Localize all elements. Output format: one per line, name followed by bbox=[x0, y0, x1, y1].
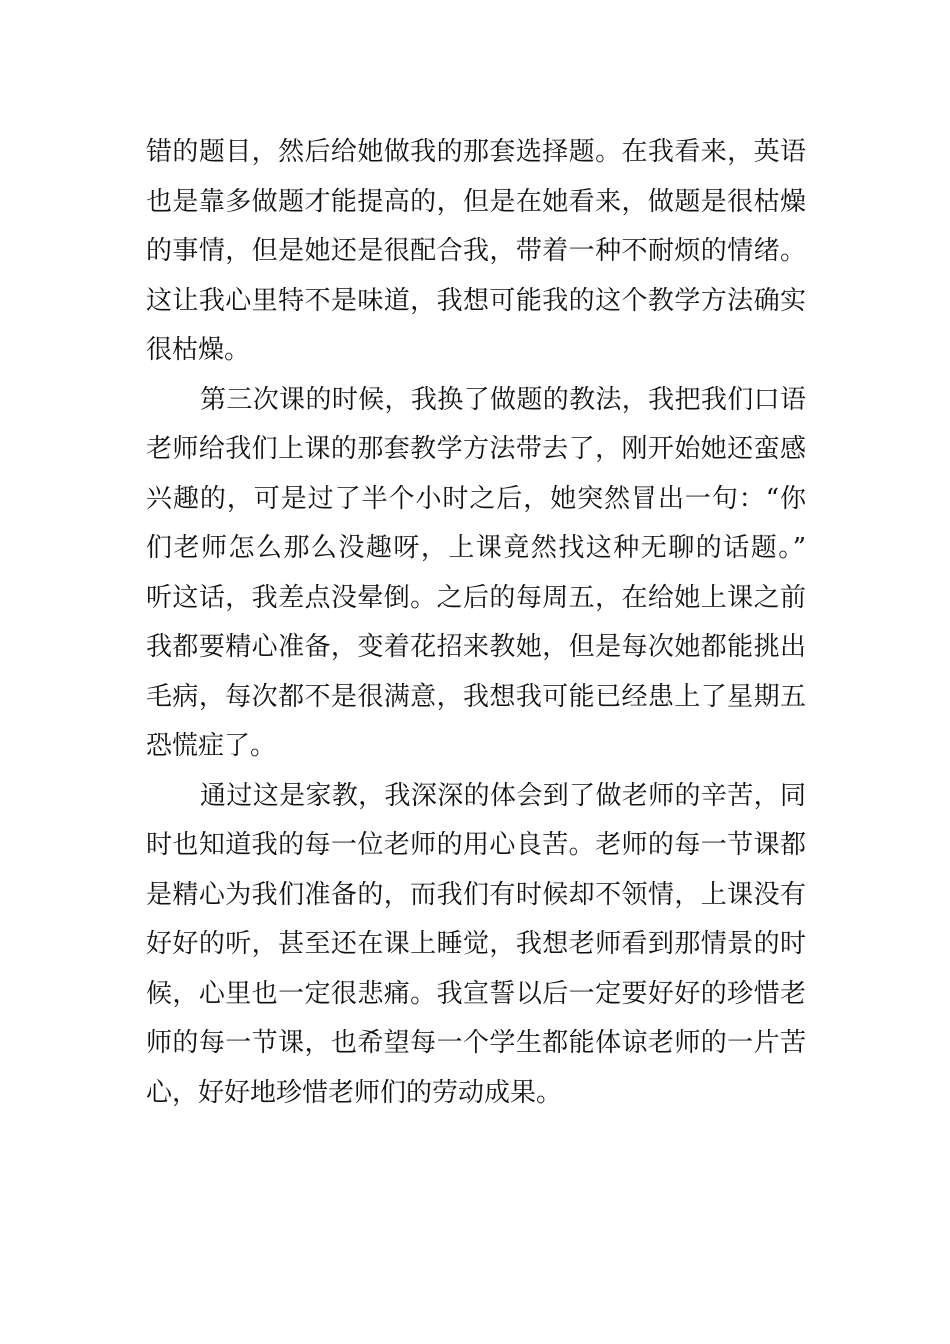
text-line: 时也知道我的每一位老师的用心良苦。老师的每一节课都 bbox=[146, 830, 806, 860]
document-body bbox=[146, 128, 806, 1118]
text-line: 也是靠多做题才能提高的，但是在她看来，做题是很枯燥 bbox=[146, 186, 806, 217]
text-line: 师的每一节课，也希望每一个学生都能体谅老师的一片苦 bbox=[146, 1028, 806, 1058]
text-line: 老师给我们上课的那套教学方法带去了，刚开始她还蛮感 bbox=[146, 434, 806, 464]
text-line: 第三次课的时候，我换了做题的教法，我把我们口语 bbox=[200, 384, 806, 415]
text-line: 是精心为我们准备的，而我们有时候却不领情，上课没有 bbox=[146, 879, 806, 910]
paragraph-2 bbox=[146, 376, 806, 772]
text-line: 这让我心里特不是味道，我想可能我的这个教学方法确实 bbox=[146, 285, 806, 316]
text-line: 错的题目，然后给她做我的那套选择题。在我看来，英语 bbox=[146, 137, 806, 167]
text-line: 听这话，我差点没晕倒。之后的每周五，在给她上课之前 bbox=[146, 582, 806, 613]
text-line: 通过这是家教，我深深的体会到了做老师的辛苦，同 bbox=[200, 780, 806, 811]
paragraph-3 bbox=[146, 772, 806, 1119]
text-line: 兴趣的，可是过了半个小时之后，她突然冒出一句：“你 bbox=[146, 483, 806, 514]
text-line: 恐慌症了。 bbox=[146, 731, 277, 761]
text-line: 们老师怎么那么没趣呀，上课竟然找这种无聊的话题。” bbox=[146, 533, 806, 563]
text-line: 的事情，但是她还是很配合我，带着一种不耐烦的情绪。 bbox=[146, 236, 806, 266]
text-line: 候，心里也一定很悲痛。我宣誓以后一定要好好的珍惜老 bbox=[146, 978, 806, 1009]
paragraph-1 bbox=[146, 128, 806, 376]
text-line: 很枯燥。 bbox=[146, 335, 251, 365]
text-line: 好好的听，甚至还在课上睡觉，我想老师看到那情景的时 bbox=[146, 929, 806, 959]
text-line: 心，好好地珍惜老师们的劳动成果。 bbox=[146, 1077, 563, 1108]
text-line: 我都要精心准备，变着花招来教她，但是每次她都能挑出 bbox=[146, 632, 806, 662]
text-line: 毛病，每次都不是很满意，我想我可能已经患上了星期五 bbox=[146, 681, 806, 712]
